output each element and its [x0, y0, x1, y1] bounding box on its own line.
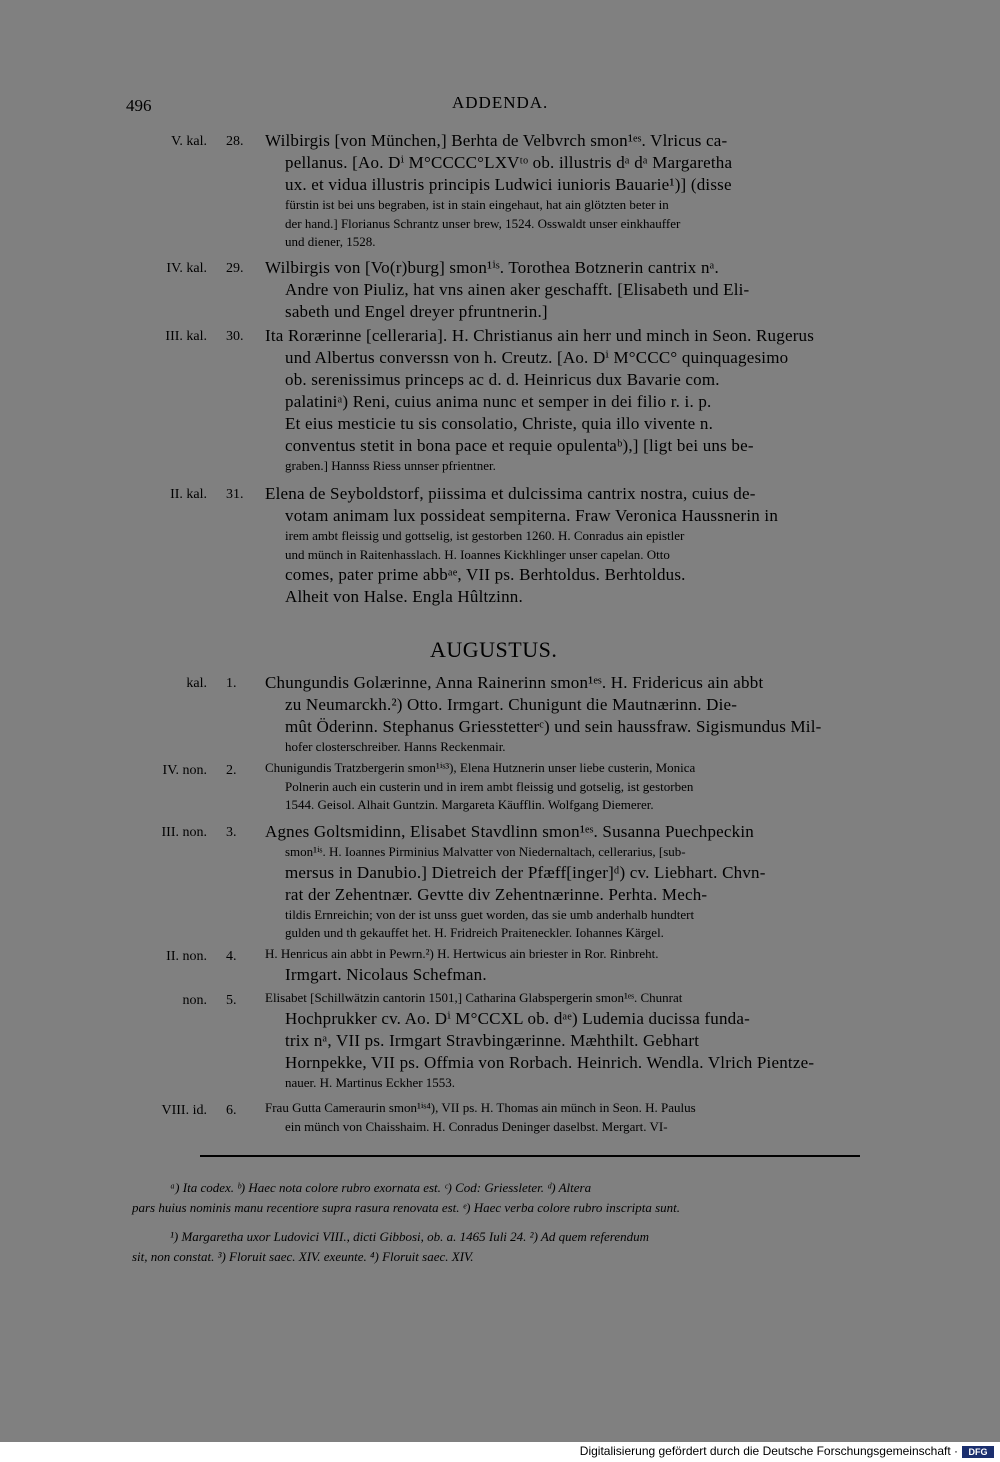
entry-text-line: Andre von Piuliz, hat vns ainen aker geschafft. [Elisabeth und Eli-: [285, 280, 750, 299]
entry-text-line: Wilbirgis [von München,] Berhta de Velbvrch smon¹ᵉˢ. Vlricus ca-: [265, 131, 728, 150]
funding-credit: Digitalisierung gefördert durch die Deutsche Forschungsgemeinschaft ·: [579, 1444, 958, 1458]
entry-text-line: mersus in Danubio.] Dietreich der Pfæff[inger]ᵈ) cv. Liebhart. Chvn-: [285, 862, 766, 882]
entry-day-number: 6.: [226, 1103, 237, 1118]
page-number: 496: [126, 96, 152, 115]
entry-text-line: und diener, 1528.: [285, 234, 376, 249]
entry-date-label: V. kal.: [171, 134, 207, 149]
running-title: ADDENDA.: [452, 93, 549, 112]
critical-footnotes-line-2: pars huius nominis manu recentiore supra rasura renovata est. ᵉ) Haec verba colore rubro inscripta sunt.: [132, 1200, 681, 1215]
entry-text-line: 1544. Geisol. Alhait Guntzin. Margareta Käufflin. Wolfgang Diemerer.: [285, 797, 654, 812]
entry-text-line: rat der Zehentnær. Gevtte div Zehentnærinne. Perhta. Mech-: [285, 884, 708, 904]
entry-date-label: kal.: [186, 676, 207, 691]
entry-text-line: zu Neumarckh.²) Otto. Irmgart. Chunigunt die Mautnærinn. Die-: [285, 695, 738, 714]
entry-day-number: 4.: [226, 949, 237, 964]
entry-text-line: der hand.] Florianus Schrantz unser brew, 1524. Osswaldt unser einkhauffer: [285, 215, 681, 231]
entry-text-line: sabeth und Engel dreyer pfruntnerin.]: [285, 302, 548, 321]
entry-day-number: 2.: [226, 763, 237, 778]
entry-text-line: comes, pater prime abbᵃᵉ, VII ps. Berhtoldus. Berhtoldus.: [285, 565, 686, 584]
entry-text-line: trix nᵃ, VII ps. Irmgart Stravbingærinne. Mæhthilt. Gebhart: [285, 1030, 700, 1050]
entry-text-line: Irmgart. Nicolaus Schefman.: [285, 964, 487, 984]
entry-text-line: smon¹ⁱˢ. H. Ioannes Pirminius Malvatter von Niedernaltach, cellerarius, [sub-: [285, 844, 686, 859]
entry-text-line: und Albertus converssn von h. Creutz. [Ao. Dⁱ M°CCC° quinquagesimo: [285, 348, 789, 367]
entry-text-line: Et eius mesticie tu sis consolatio, Christe, quia illo vivente n.: [285, 414, 714, 433]
dfg-logo: DFG: [962, 1446, 994, 1458]
entry-text-line: Chungundis Golærinne, Anna Rainerinn smon¹ᵉˢ. H. Fridericus ain abbt: [265, 673, 764, 692]
entry-date-label: non.: [182, 993, 207, 1008]
entry-text-line: irem ambt fleissig und gottselig, ist gestorben 1260. H. Conradus ain epistler: [285, 528, 685, 543]
entry-text-line: conventus stetit in bona pace et requie opulentaᵇ),] [ligt bei uns be-: [285, 436, 754, 455]
entry-date-label: II. non.: [166, 949, 207, 964]
entry-text-line: fürstin ist bei uns begraben, ist in stain eingehaut, hat ain glötzten beter in: [285, 197, 669, 212]
entry-text-line: mût Öderinn. Stephanus Griesstetterᶜ) und sein haussfraw. Sigismundus Mil-: [285, 717, 822, 736]
entry-date-label: VIII. id.: [161, 1103, 207, 1118]
month-heading: AUGUSTUS.: [430, 637, 558, 662]
critical-footnotes-line-1: ᵃ) Ita codex. ᵇ) Haec nota colore rubro exornata est. ᶜ) Cod: Griessleter. ᵈ) Altera: [170, 1180, 592, 1195]
entry-day-number: 1.: [226, 676, 237, 691]
entry-text-line: hofer closterschreiber. Hanns Reckenmair.: [285, 739, 506, 754]
entry-text-line: nauer. H. Martinus Eckher 1553.: [285, 1074, 456, 1090]
entry-day-number: 28.: [226, 134, 244, 149]
entry-text-line: Chunigundis Tratzbergerin smon¹ⁱˢ³), Elena Hutznerin unser liebe custerin, Monica: [265, 760, 696, 775]
entry-day-number: 29.: [226, 261, 244, 276]
entry-text-line: ob. serenissimus princeps ac d. d. Heinricus dux Bavarie com.: [285, 370, 720, 389]
entry-text-line: Hornpekke, VII ps. Offmia von Rorbach. Heinrich. Wendla. Vlrich Pientze-: [285, 1052, 815, 1072]
entry-date-label: II. kal.: [170, 487, 207, 502]
entry-text-line: Polnerin auch ein custerin und in irem ambt fleissig und gotselig, ist gestorben: [285, 778, 694, 794]
entry-text-line: Wilbirgis von [Vo(r)burg] smon¹ⁱˢ. Torothea Botznerin cantrix nᵃ.: [265, 258, 719, 277]
entry-day-number: 3.: [226, 825, 237, 840]
entry-text-line: palatiniᵃ) Reni, cuius anima nunc et semper in dei filio r. i. p.: [285, 392, 712, 411]
entry-text-line: Elena de Seyboldstorf, piissima et dulcissima cantrix nostra, cuius de-: [265, 484, 756, 503]
entry-day-number: 5.: [226, 993, 237, 1008]
entry-text-line: Alheit von Halse. Engla Hûltzinn.: [285, 587, 523, 606]
footnote-rule: [200, 1155, 860, 1157]
entry-date-label: IV. non.: [162, 763, 207, 778]
entry-day-number: 30.: [226, 329, 244, 344]
entry-text-line: ux. et vidua illustris principis Ludwici iunioris Bauarie¹)] (disse: [285, 175, 732, 194]
entry-text-line: H. Henricus ain abbt in Pewrn.²) H. Hertwicus ain briester in Ror. Rinbreht.: [265, 946, 659, 961]
historical-footnotes-line-1: ¹) Margaretha uxor Ludovici VIII., dicti Gibbosi, ob. a. 1465 Iuli 24. ²) Ad quem referendum: [170, 1229, 649, 1244]
entry-text-line: und münch in Raitenhasslach. H. Ioannes Kickhlinger unser capelan. Otto: [285, 546, 670, 562]
entry-text-line: Elisabet [Schillwätzin cantorin 1501,] Catharina Glabspergerin smon¹ᵉˢ. Chunrat: [265, 990, 683, 1005]
entry-text-line: tildis Ernreichin; von der ist unss guet worden, das sie umb anderhalb hundtert: [285, 906, 695, 922]
entry-text-line: pellanus. [Ao. Dⁱ M°CCCC°LXVᵗᵒ ob. illustris dᵃ dᵃ Margaretha: [285, 153, 733, 172]
entry-text-line: gulden und th gekauffet het. H. Fridreich Praiteneckler. Iohannes Kärgel.: [285, 925, 664, 940]
entry-date-label: III. non.: [161, 825, 207, 840]
entry-text-line: Frau Gutta Cameraurin smon¹ⁱˢ⁴), VII ps. H. Thomas ain münch in Seon. H. Paulus: [265, 1100, 696, 1115]
entry-text-line: graben.] Hannss Riess unnser pfrientner.: [285, 458, 496, 473]
entry-text-line: Ita Rorærinne [celleraria]. H. Christianus ain herr und minch in Seon. Rugerus: [265, 326, 815, 345]
entry-date-label: III. kal.: [165, 329, 207, 344]
entry-date-label: IV. kal.: [166, 261, 207, 276]
entry-text-line: Agnes Goltsmidinn, Elisabet Stavdlinn smon¹ᵉˢ. Susanna Puechpeckin: [265, 822, 755, 841]
entry-text-line: ein münch von Chaisshaim. H. Conradus Deninger daselbst. Mergart. VI-: [285, 1118, 668, 1134]
historical-footnotes-line-2: sit, non constat. ³) Floruit saec. XIV. exeunte. ⁴) Floruit saec. XIV.: [132, 1249, 474, 1264]
entry-text-line: votam animam lux possideat sempiterna. Fraw Veronica Haussnerin in: [285, 506, 779, 525]
entry-text-line: Hochprukker cv. Ao. Dⁱ M°CCXL ob. dᵃᵉ) Ludemia ducissa funda-: [285, 1008, 750, 1028]
entry-day-number: 31.: [226, 487, 244, 502]
